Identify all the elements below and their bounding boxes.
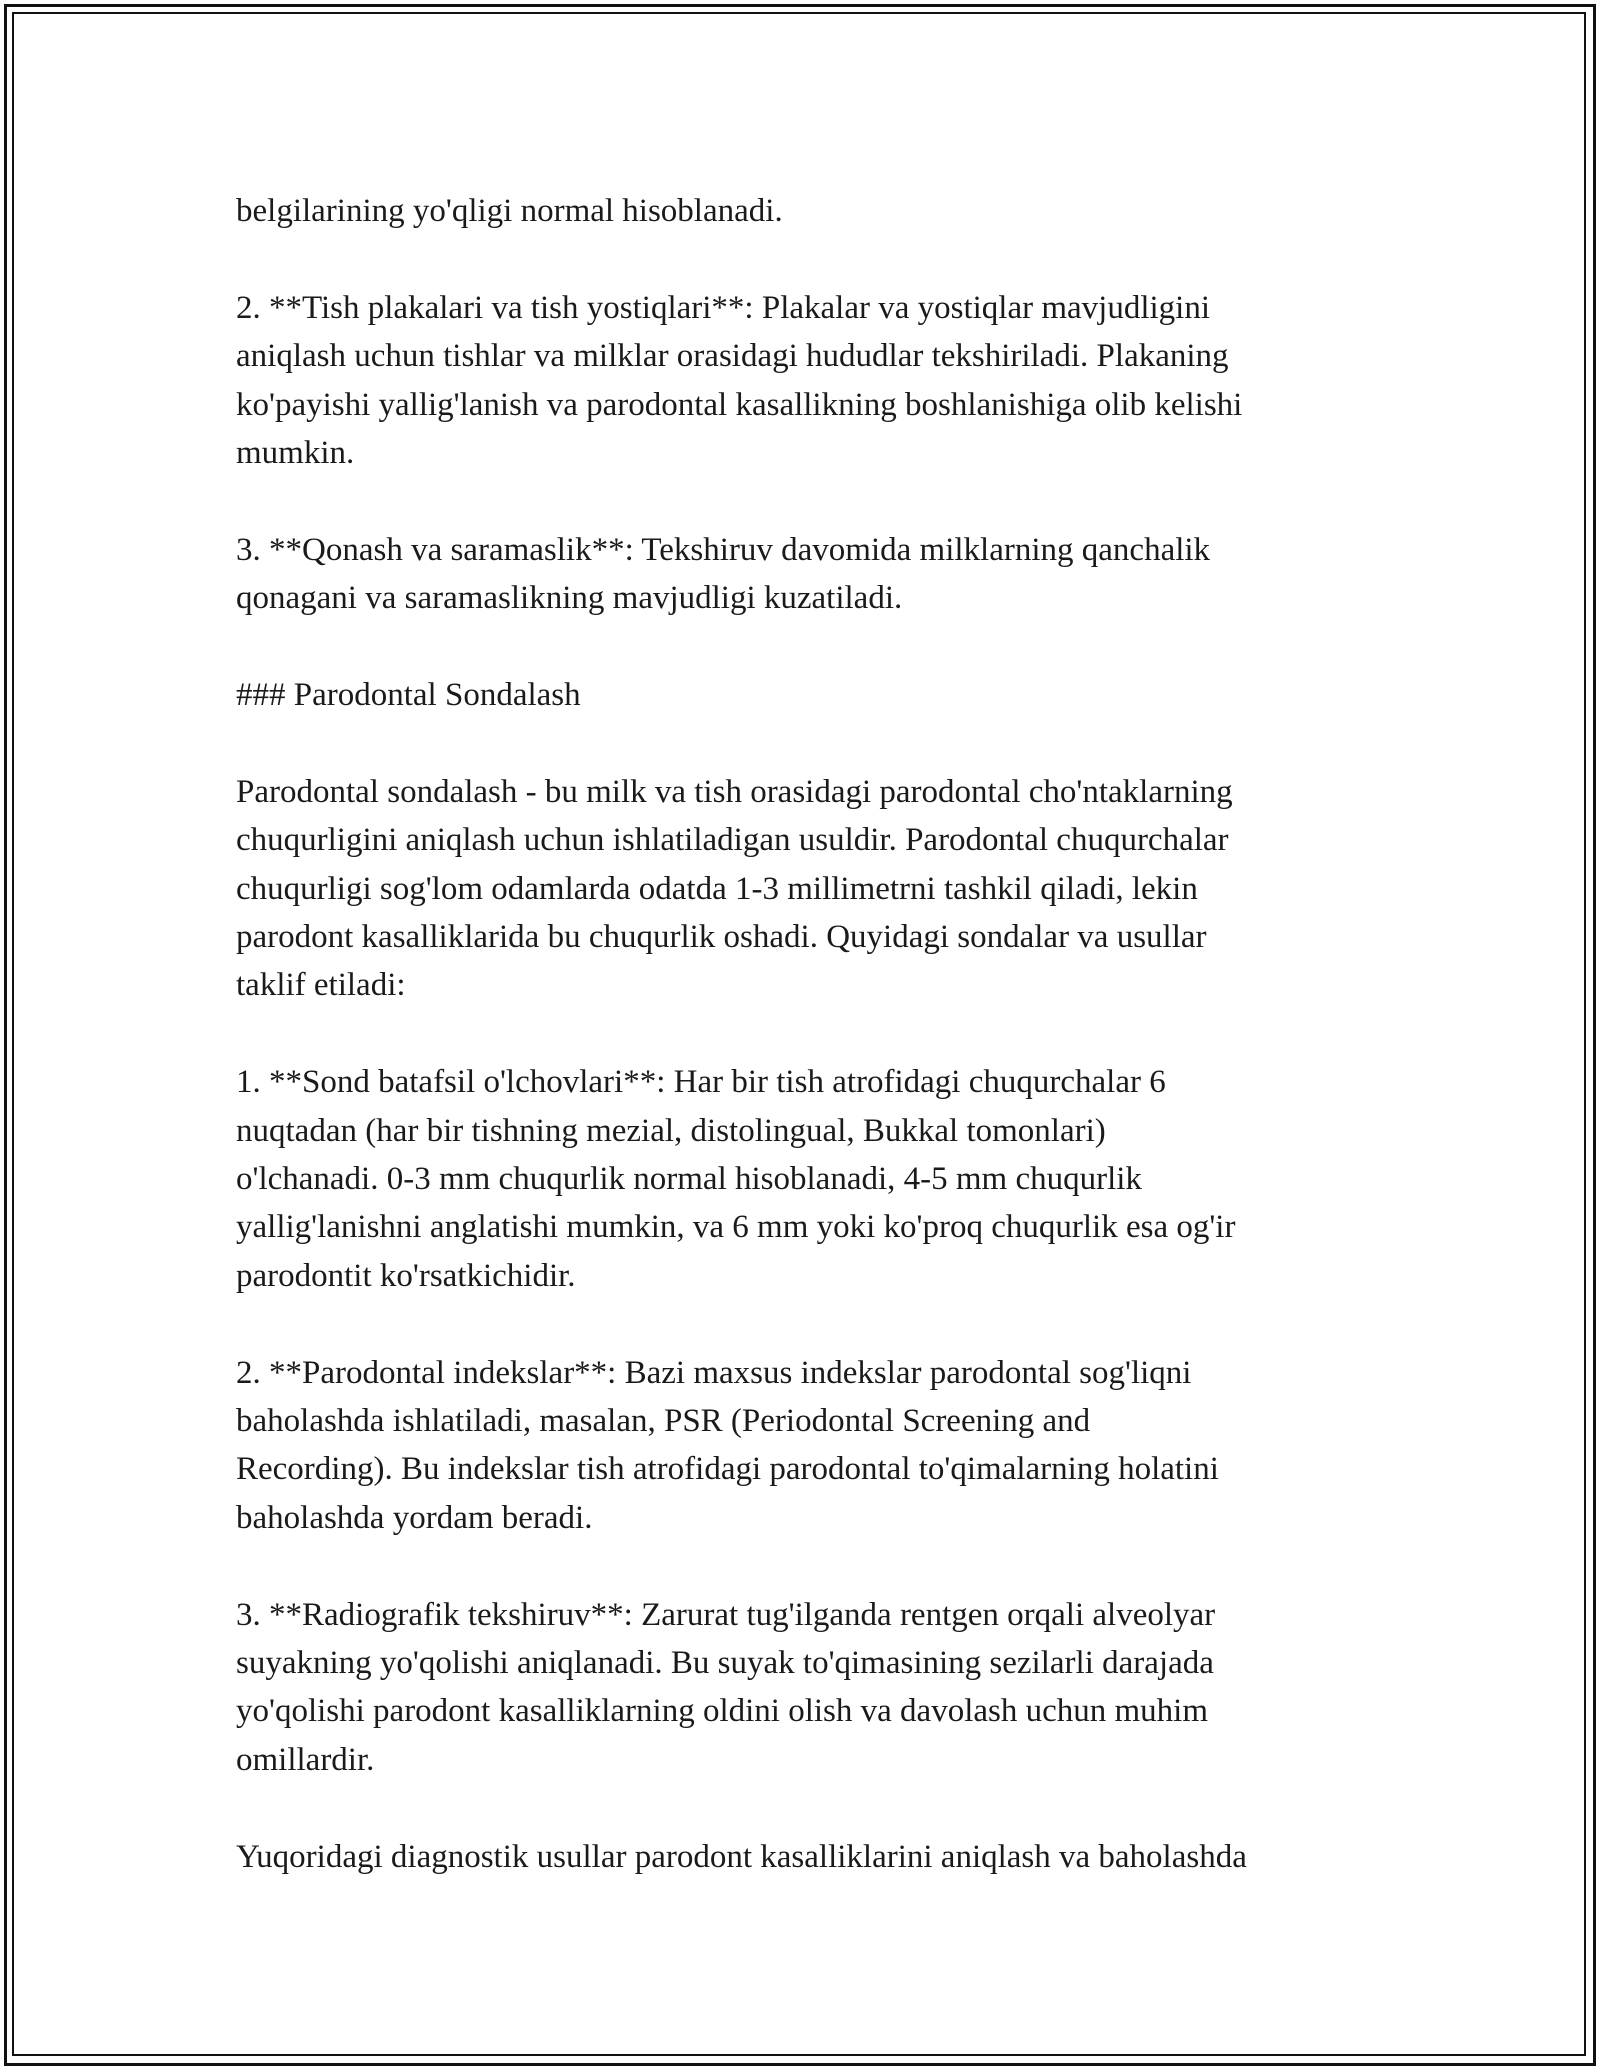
text-line: Recording). Bu indekslar tish atrofidagi parodontal to'qimalarning holatini: [236, 1451, 1219, 1488]
text-line: omillardir.: [236, 1741, 375, 1778]
text-line: 1. **Sond batafsil o'lchovlari**: Har bir tish atrofidagi chuqurchalar 6: [236, 1064, 1166, 1101]
text-line: chuqurligi sog'lom odamlarda odatda 1-3 millimetrni tashkil qiladi, lekin: [236, 870, 1198, 907]
paragraph-list-item: [236, 1349, 1386, 1543]
text-line: suyakning yo'qolishi aniqlanadi. Bu suyak to'qimasining sezilarli darajada: [236, 1645, 1214, 1682]
text-line: parodont kasalliklarida bu chuqurlik oshadi. Quyidagi sondalar va usullar: [236, 919, 1207, 956]
paragraph-body: [236, 768, 1386, 1010]
section-heading: [236, 671, 1386, 719]
text-line: aniqlash uchun tishlar va milklar orasidagi hududlar tekshiriladi. Plakaning: [236, 338, 1229, 375]
paragraph-body: [236, 1833, 1386, 1881]
text-line: 2. **Tish plakalari va tish yostiqlari**: Plakalar va yostiqlar mavjudligini: [236, 289, 1210, 326]
text-line: Yuqoridagi diagnostik usullar parodont kasalliklarini aniqlash va baholashda: [236, 1838, 1247, 1875]
text-line: nuqtadan (har bir tishning mezial, distolingual, Bukkal tomonlari): [236, 1112, 1106, 1149]
text-line: qonagani va saramaslikning mavjudligi kuzatiladi.: [236, 580, 903, 617]
text-line: belgilarining yo'qligi normal hisoblanadi.: [236, 193, 783, 229]
document-body: [236, 187, 1386, 1929]
paragraph-list-item: [236, 1058, 1386, 1300]
text-line: baholashda yordam beradi.: [236, 1499, 593, 1536]
text-line: taklif etiladi:: [236, 967, 406, 1004]
text-line: yallig'lanishni anglatishi mumkin, va 6 mm yoki ko'proq chuqurlik esa og'ir: [236, 1209, 1236, 1246]
text-line: chuqurligini aniqlash uchun ishlatiladigan usuldir. Parodontal chuqurchalar: [236, 822, 1229, 859]
paragraph-list-item: [236, 1591, 1386, 1785]
text-line: 3. **Radiografik tekshiruv**: Zarurat tug'ilganda rentgen orqali alveolyar: [236, 1596, 1216, 1633]
text-line: 2. **Parodontal indekslar**: Bazi maxsus indekslar parodontal sog'liqni: [236, 1354, 1192, 1391]
text-line: mumkin.: [236, 435, 355, 472]
text-line: baholashda ishlatiladi, masalan, PSR (Periodontal Screening and: [236, 1403, 1091, 1440]
paragraph-continuation: [236, 187, 1386, 235]
text-line: ko'payishi yallig'lanish va parodontal kasallikning boshlanishiga olib kelishi: [236, 386, 1243, 423]
text-line: Parodontal sondalash - bu milk va tish orasidagi parodontal cho'ntaklarning: [236, 773, 1233, 810]
paragraph-list-item: [236, 284, 1386, 478]
text-line: yo'qolishi parodont kasalliklarning oldini olish va davolash uchun muhim: [236, 1693, 1209, 1730]
text-line: 3. **Qonash va saramaslik**: Tekshiruv davomida milklarning qanchalik: [236, 531, 1211, 568]
paragraph-list-item: [236, 526, 1386, 623]
text-line: ### Parodontal Sondalash: [236, 677, 581, 714]
text-line: o'lchanadi. 0-3 mm chuqurlik normal hisoblanadi, 4-5 mm chuqurlik: [236, 1161, 1142, 1198]
text-line: parodontit ko'rsatkichidir.: [236, 1257, 576, 1294]
